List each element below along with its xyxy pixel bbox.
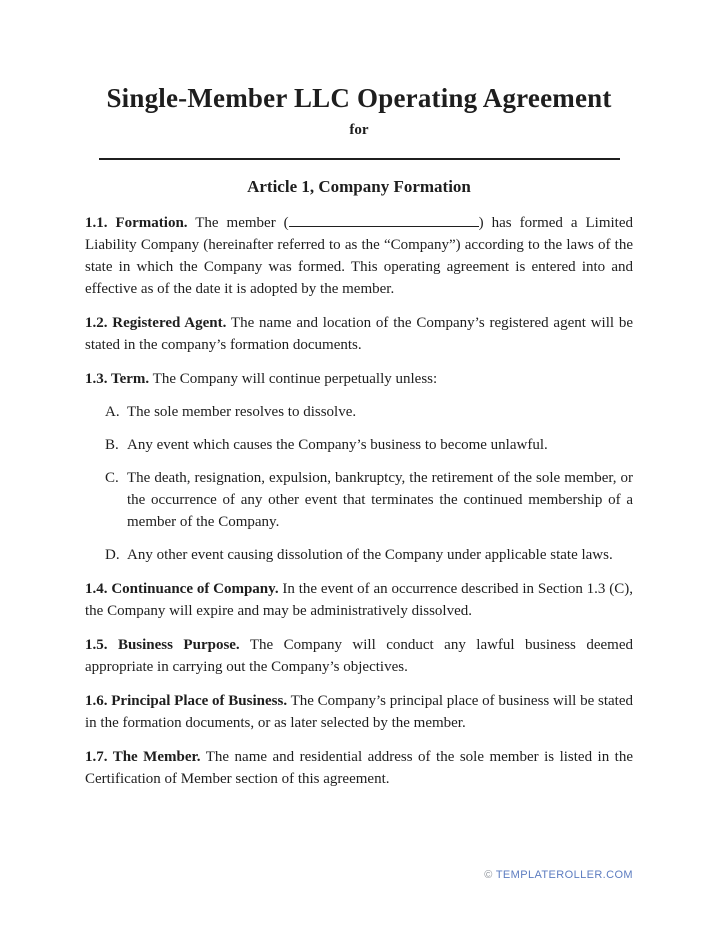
list-item-d [85, 544, 633, 566]
section-1-3-label: 1.3. Term. [85, 371, 150, 387]
list-item-a-letter: A. [105, 404, 120, 420]
list-item-b-text: Any event which causes the Company’s business to become unlawful. [127, 437, 548, 453]
list-item-c-letter: C. [105, 470, 119, 486]
list-item-d-letter: D. [105, 547, 120, 563]
list-item-d-text: Any other event causing dissolution of the Company under applicable state laws. [127, 547, 613, 563]
copyright-icon: © [484, 869, 493, 881]
section-1-5-business-purpose [85, 634, 633, 678]
section-1-1-label: 1.1. Formation. [85, 215, 188, 231]
section-1-3-text: The Company will continue perpetually unless: [152, 371, 438, 387]
document-title: Single-Member LLC Operating Agreement [106, 83, 612, 113]
section-1-1-text-before-blank: The member ( [195, 215, 289, 231]
list-item-a [85, 401, 633, 423]
article-heading: Article 1, Company Formation [247, 177, 471, 196]
section-1-5-text: The Company will conduct any lawful business deemed appropriate in carrying out the Company’s objectives. [85, 637, 633, 675]
list-item-c-text: The death, resignation, expulsion, bankruptcy, the retirement of the sole member, or the occurrence of any other event that terminates the continued membership of a member of the Company. [127, 470, 633, 530]
list-item-a-text: The sole member resolves to dissolve. [127, 404, 357, 420]
section-1-2-label: 1.2. Registered Agent. [85, 315, 227, 331]
section-1-7-label: 1.7. The Member. [85, 749, 201, 765]
section-1-4-continuance [85, 578, 633, 622]
document-subtitle-for: for [349, 122, 369, 138]
section-1-7-the-member [85, 746, 633, 790]
section-1-3-term [85, 368, 633, 390]
footer-brand-text: TEMPLATEROLLER.COM [495, 869, 633, 881]
company-name-blank[interactable] [99, 158, 620, 160]
section-1-1-text-after-blank: ) has formed a Limited Liability Company (hereinafter referred to as the “Company”) according to the laws of the state in which the Company was formed. This operating agreement is entered into and effective as of the date it is adopted by the member. [85, 215, 633, 297]
list-item-c [85, 467, 633, 533]
section-1-6-label: 1.6. Principal Place of Business. [85, 693, 288, 709]
section-1-6-text: The Company’s principal place of business will be stated in the formation documents, or as later selected by the member. [85, 693, 633, 731]
member-name-blank[interactable] [289, 214, 479, 227]
section-1-6-principal-place [85, 690, 633, 734]
list-item-b-letter: B. [105, 437, 119, 453]
section-1-5-label: 1.5. Business Purpose. [85, 637, 240, 653]
section-1-4-text: In the event of an occurrence described in Section 1.3 (C), the Company will expire and may be administratively dissolved. [85, 581, 633, 619]
footer-credit-link[interactable] [484, 869, 633, 882]
section-1-2-registered-agent [85, 312, 633, 356]
section-1-7-text: The name and residential address of the sole member is listed in the Certification of Member section of this agreement. [85, 749, 634, 787]
section-1-4-label: 1.4. Continuance of Company. [85, 581, 279, 597]
term-conditions-list [85, 401, 633, 566]
section-1-1-formation [85, 212, 633, 300]
section-1-2-text: The name and location of the Company’s registered agent will be stated in the company’s formation documents. [85, 315, 633, 353]
list-item-b [85, 434, 633, 456]
